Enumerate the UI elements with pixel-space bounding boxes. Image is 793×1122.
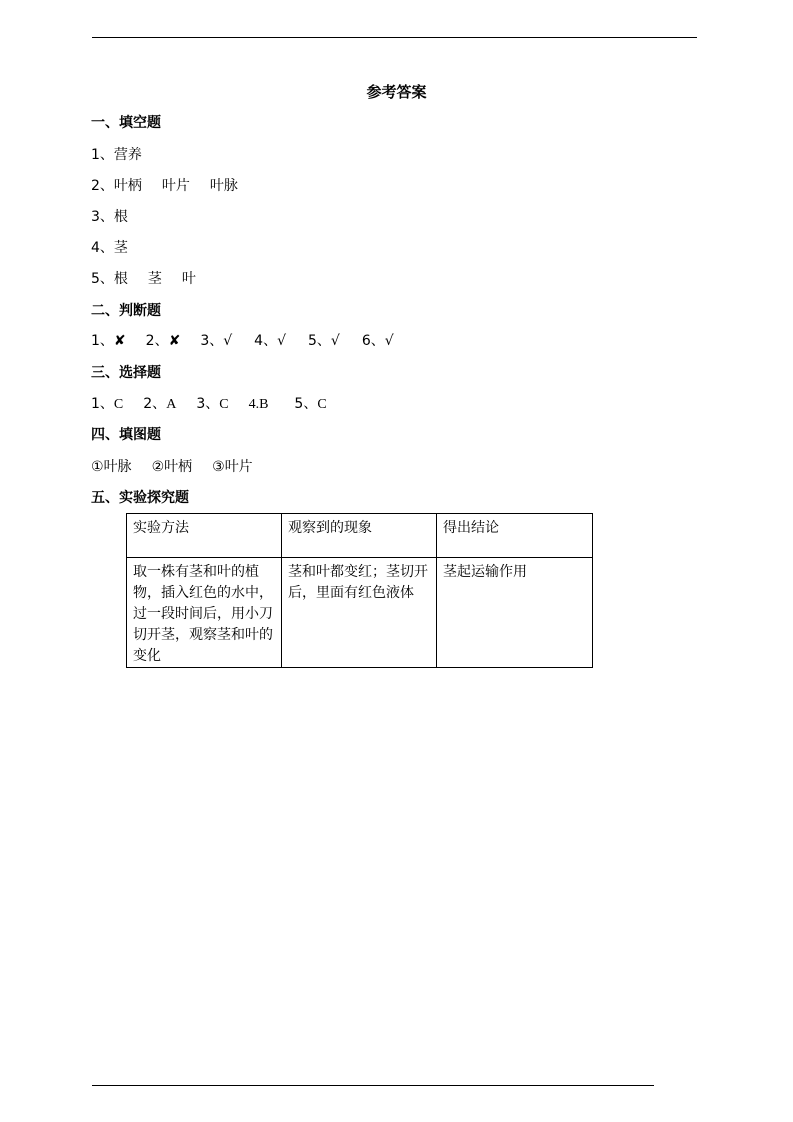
answer-text: 根 bbox=[113, 271, 128, 287]
item-number: 2、 bbox=[143, 396, 167, 412]
section1-heading: 一、填空题 bbox=[91, 115, 161, 131]
item-number: 2、 bbox=[145, 333, 169, 349]
check-mark-icon: √ bbox=[384, 333, 394, 349]
section5-heading: 五、实验探究题 bbox=[91, 490, 189, 506]
answer-text: 叶脉 bbox=[103, 459, 132, 475]
check-mark-icon: √ bbox=[223, 333, 233, 349]
answer-text: C bbox=[113, 397, 124, 412]
section2-heading: 二、判断题 bbox=[91, 303, 161, 319]
item-number: 3、 bbox=[200, 333, 224, 349]
fill-answer-2 bbox=[91, 177, 238, 195]
section3-heading: 三、选择题 bbox=[91, 365, 161, 381]
answer-text: 茎 bbox=[147, 271, 162, 287]
answer-text: 叶片 bbox=[161, 178, 190, 194]
item-number: 3、 bbox=[91, 209, 114, 225]
item-number: ② bbox=[151, 459, 165, 475]
header-rule bbox=[92, 37, 697, 38]
answer-text: 营养 bbox=[113, 147, 142, 163]
item-number: ① bbox=[91, 459, 104, 475]
item-number: 1、 bbox=[91, 333, 114, 349]
table-header-row bbox=[127, 514, 593, 558]
fill-answer-4 bbox=[91, 239, 128, 257]
answer-text: A bbox=[166, 397, 177, 412]
table-row bbox=[127, 558, 593, 668]
item-number: 6、 bbox=[361, 333, 385, 349]
header-method: 实验方法 bbox=[127, 514, 282, 558]
answer-text: 茎 bbox=[113, 240, 128, 256]
section4-heading: 四、填图题 bbox=[91, 427, 161, 443]
answer-text: 叶柄 bbox=[113, 178, 142, 194]
cell-observation: 茎和叶都变红；茎切开后，里面有红色液体 bbox=[282, 558, 437, 668]
page-title: 参考答案 bbox=[366, 83, 427, 101]
fill-answer-1 bbox=[91, 146, 142, 164]
item-number: 5、 bbox=[308, 333, 331, 349]
item-number: 1、 bbox=[91, 147, 114, 163]
header-observation: 观察到的现象 bbox=[282, 514, 437, 558]
item-number: 2、 bbox=[91, 178, 114, 194]
fill-answer-5 bbox=[91, 270, 196, 288]
item-number: 4、 bbox=[254, 333, 278, 349]
item-number: 3、 bbox=[196, 396, 220, 412]
answer-text: C bbox=[219, 397, 229, 412]
item-number: 5、 bbox=[91, 271, 114, 287]
item-number: ③ bbox=[212, 459, 225, 475]
footer-rule bbox=[92, 1085, 654, 1086]
header-conclusion: 得出结论 bbox=[437, 514, 593, 558]
item-number: 1、 bbox=[91, 396, 114, 412]
experiment-table bbox=[126, 513, 593, 668]
item-number: 5、 bbox=[294, 396, 318, 412]
answer-text: 叶片 bbox=[224, 459, 253, 475]
check-mark-icon: √ bbox=[330, 333, 340, 349]
answer-text: 叶 bbox=[181, 271, 196, 287]
cell-method: 取一株有茎和叶的植物，插入红色的水中，过一段时间后，用小刀切开茎，观察茎和叶的变化 bbox=[127, 558, 282, 668]
cross-mark-icon: ✘ bbox=[168, 333, 181, 349]
check-mark-icon: √ bbox=[277, 333, 286, 349]
answer-text: 叶脉 bbox=[209, 178, 238, 194]
judge-answers bbox=[91, 332, 394, 350]
answer-text: 根 bbox=[113, 209, 128, 225]
choice-answers bbox=[91, 395, 327, 414]
cell-conclusion: 茎起运输作用 bbox=[437, 558, 593, 668]
item-number: 4. bbox=[248, 397, 260, 412]
answer-text: B bbox=[259, 397, 269, 412]
item-number: 4、 bbox=[91, 240, 114, 256]
fill-answer-3 bbox=[91, 208, 128, 226]
answer-text: C bbox=[317, 397, 327, 412]
answer-text: 叶柄 bbox=[164, 459, 193, 475]
diagram-answers bbox=[91, 458, 253, 476]
cross-mark-icon: ✘ bbox=[113, 333, 126, 349]
